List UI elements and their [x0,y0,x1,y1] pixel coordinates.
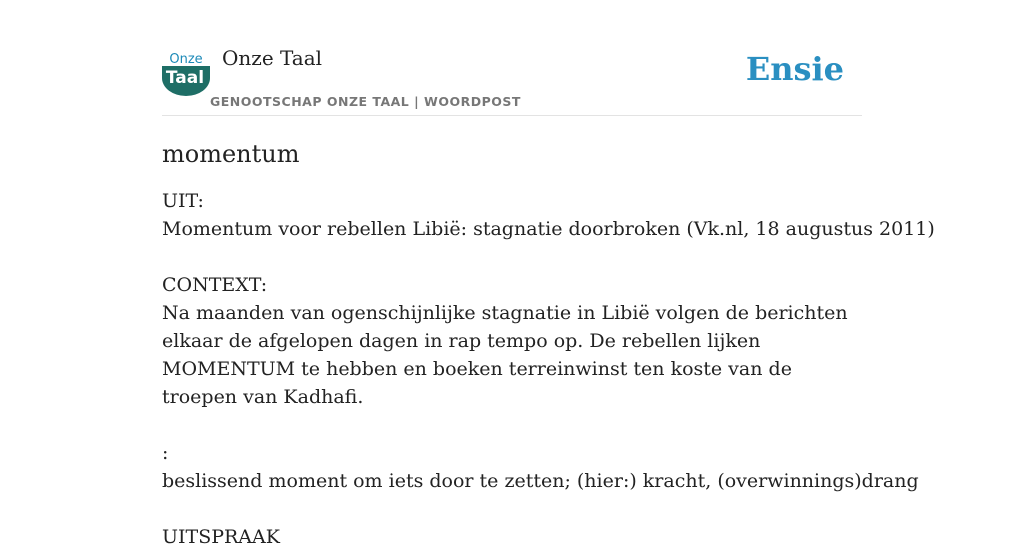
spacer [162,411,862,439]
logo-text-top: Onze [169,52,203,67]
brand-name[interactable]: Onze Taal [222,46,323,70]
spacer [162,495,862,523]
context-label: CONTEXT: [162,274,268,296]
onze-taal-logo-icon[interactable] [162,52,210,96]
definition-label: : [162,442,169,464]
site-header [162,40,862,116]
ensie-logo[interactable]: Ensie [745,50,844,88]
context-text: Na maanden van ogenschijnlijke stagnatie in Libië volgen de berichten elkaar de afgelopen dagen in rap tempo op. De rebellen lijken MOMENTUM te hebben en boeken terreinwinst ten koste van de troepen van Kadhafi. [162,302,848,408]
spacer [162,243,862,271]
logo-text-bottom: Taal [165,68,205,88]
entry-term: momentum [162,140,300,168]
brand-subtitle: GENOOTSCHAP ONZE TAAL | WOORDPOST [210,94,521,109]
definition-text: beslissend moment om iets door te zetten; (hier:) kracht, (overwinnings)drang [162,470,919,492]
uit-text: Momentum voor rebellen Libië: stagnatie doorbroken (Vk.nl, 18 augustus 2011) [162,218,935,240]
uit-label: UIT: [162,190,204,212]
entry-content [162,134,935,551]
uitspraak-label: UITSPRAAK [162,526,280,548]
header-divider [162,115,862,116]
